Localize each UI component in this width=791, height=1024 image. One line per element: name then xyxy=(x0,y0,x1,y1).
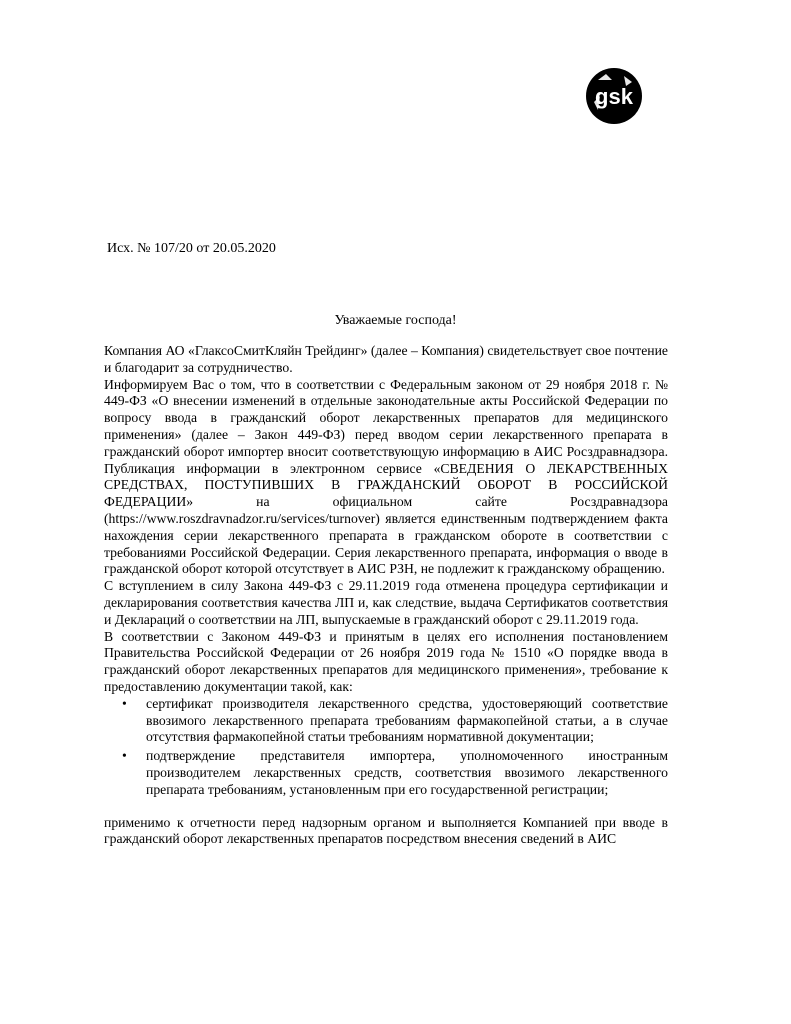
paragraph: С вступлением в силу Закона 449-ФЗ с 29.11.2019 года отменена процедура сертификации и декларирования соответствия качества ЛП и, как следствие, выдача Сертификатов соответствия и Деклараций о соответствии на ЛП, выпускаемые в гражданский оборот с 29.11.2019 года. xyxy=(104,578,668,627)
letter-body xyxy=(104,343,668,848)
salutation: Уважаемые господа! xyxy=(334,313,457,328)
requirements-list xyxy=(104,696,668,799)
gsk-logo-icon xyxy=(584,66,644,126)
list-item: • сертификат производителя лекарственного средства, удостоверяющий соответствие ввозимого лекарственного препарата требованиям фармакопейной статьи, а в случае отсутствия фармакопейной статьи требованиям нормативной документации; xyxy=(146,696,668,746)
paragraph: Компания АО «ГлаксоСмитКляйн Трейдинг» (далее – Компания) свидетельствует свое почтение и благодарит за сотрудничество. xyxy=(104,343,668,375)
list-item: • подтверждение представителя импортера, уполномоченного иностранным производителем лекарственных средств, соответствия ввозимого лекарственного препарата требованиям, установленным при его государственной регистрации; xyxy=(146,748,668,798)
paragraph: В соответствии с Законом 449-ФЗ и принятым в целях его исполнения постановлением Правительства Российской Федерации от 26 ноября 2019 года № 1510 «О порядке ввода в гражданский оборот лекарственных препаратов для медицинского применения», требование к предоставлению документации такой, как: xyxy=(104,628,668,694)
closing-paragraph: применимо к отчетности перед надзорным органом и выполняется Компанией при вводе в гражданский оборот лекарственных препаратов посредством внесения сведений в АИС xyxy=(104,814,668,847)
paragraph: Информируем Вас о том, что в соответствии с Федеральным законом от 29 ноября 2018 г. № 449-ФЗ «О внесении изменений в отдельные законодательные акты Российской Федерации по вопросу ввода в гражданский оборот лекарственных препаратов для медицинского применения» (далее – Закон 449-ФЗ) перед вводом серии лекарственного препарата в гражданский оборот импортер вносит соответствующую информацию в АИС Росздравнадзора. Публикация информации в электронном сервисе «СВЕДЕНИЯ О ЛЕКАРСТВЕННЫХ СРЕДСТВАХ, ПОСТУПИВШИХ В ГРАЖДАНСКИЙ ОБОРОТ В РОССИЙСКОЙ ФЕДЕРАЦИИ» на официальном сайте Росздравнадзора (https://www.roszdravnadzor.ru/services/turnover) является единственным подтверждением факта нахождения серии лекарственного препарата в гражданском обороте в соответствии с требованиями Российской Федерации. Серия лекарственного препарата, информация о вводе в гражданской оборот которой отсутствует в АИС РЗН, не подлежит к гражданскому обращению. xyxy=(104,376,668,577)
reference-number: Исх. № 107/20 от 20.05.2020 xyxy=(107,241,276,256)
svg-text:gsk: gsk xyxy=(595,84,633,109)
